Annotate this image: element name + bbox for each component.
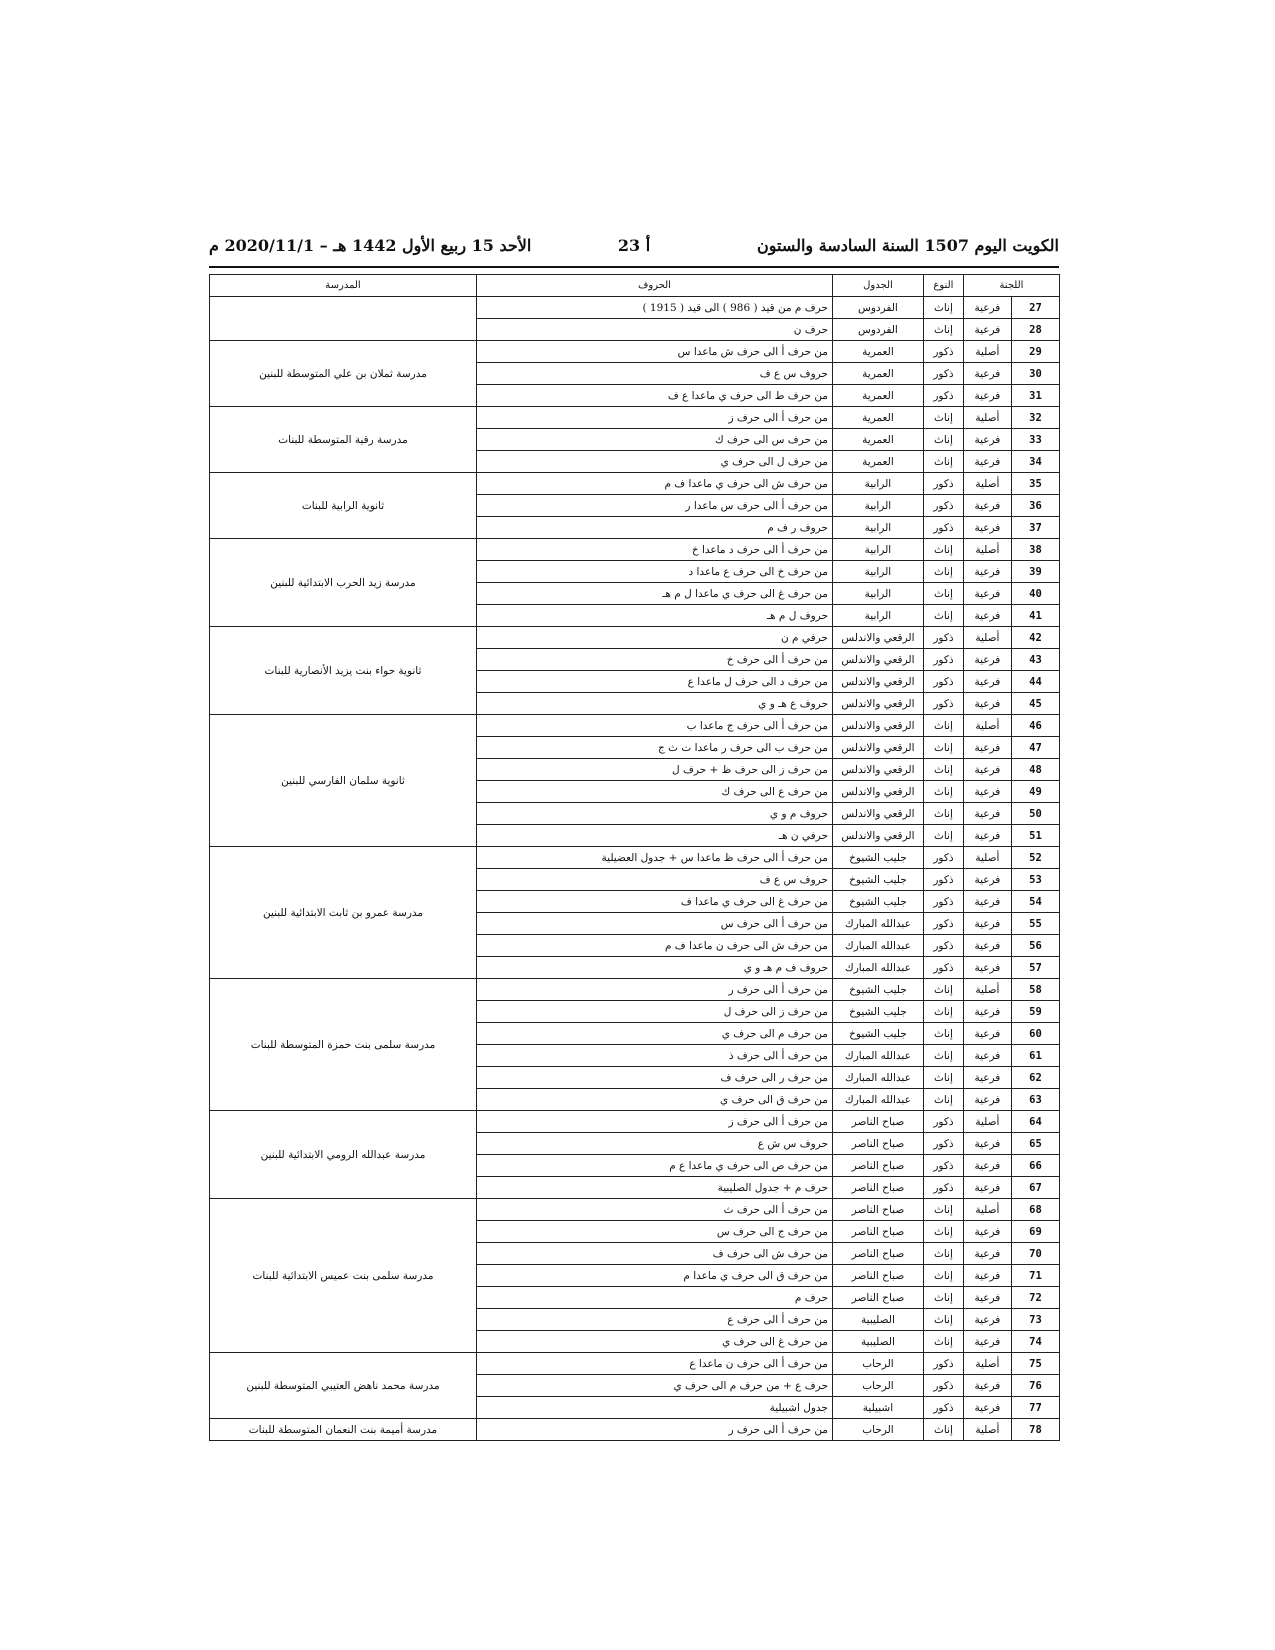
school-name: مدرسة زيد الحرب الابتدائية للبنين [210,539,477,627]
letter-range: من حرف ر الى حرف ف [477,1067,833,1089]
committee-type: فرعية [963,605,1011,627]
voter-gender: ذكور [923,627,963,649]
committee-number: 60 [1011,1023,1059,1045]
area-name: جليب الشيوخ [832,869,923,891]
letter-range: من حرف ش الى حرف ن ماعدا ف م [477,935,833,957]
voter-gender: إناث [923,1265,963,1287]
committee-number: 76 [1011,1375,1059,1397]
voter-gender: إناث [923,1089,963,1111]
area-name: العمرية [832,429,923,451]
table-row [210,341,1060,363]
table-row [210,1111,1060,1133]
letter-range: من حرف أ الى حرف ش ماعدا س [477,341,833,363]
voter-gender: إناث [923,1331,963,1353]
voter-gender: إناث [923,319,963,341]
committee-number: 72 [1011,1287,1059,1309]
col-school: المدرسة [210,275,477,297]
committee-number: 45 [1011,693,1059,715]
area-name: الرقعي والاندلس [832,825,923,847]
voter-gender: إناث [923,407,963,429]
committee-number: 53 [1011,869,1059,891]
letter-range: من حرف أ الى حرف ر [477,979,833,1001]
letter-range: من حرف أ الى حرف ج ماعدا ب [477,715,833,737]
letter-range: حروف ر ف م [477,517,833,539]
area-name: الرابية [832,561,923,583]
committee-type: أصلية [963,847,1011,869]
area-name: الصليبية [832,1331,923,1353]
area-name: العمرية [832,407,923,429]
committee-number: 59 [1011,1001,1059,1023]
committee-number: 36 [1011,495,1059,517]
committee-type: فرعية [963,1287,1011,1309]
committee-number: 31 [1011,385,1059,407]
voter-gender: إناث [923,297,963,319]
letter-range: من حرف ط الى حرف ي ماعدا ع ف [477,385,833,407]
voter-gender: إناث [923,737,963,759]
area-name: الرابية [832,517,923,539]
area-name: صباح الناصر [832,1243,923,1265]
letter-range: من حرف خ الى حرف ع ماعدا د [477,561,833,583]
school-name: مدرسة ثملان بن علي المتوسطة للبنين [210,341,477,407]
area-name: الرابية [832,495,923,517]
letter-range: حروف ل م هـ [477,605,833,627]
area-name: صباح الناصر [832,1265,923,1287]
committees-table [209,274,1060,1441]
committee-type: فرعية [963,319,1011,341]
area-name: عبدالله المبارك [832,957,923,979]
area-name: العمرية [832,385,923,407]
committee-type: فرعية [963,1045,1011,1067]
committee-number: 63 [1011,1089,1059,1111]
letter-range: حروف م و ي [477,803,833,825]
letter-range: حرف م من قيد ( 986 ) الى قيد ( 1915 ) [477,297,833,319]
table-header-row [210,275,1060,297]
voter-gender: ذكور [923,473,963,495]
letter-range: من حرف أ الى حرف د ماعدا خ [477,539,833,561]
committee-type: فرعية [963,891,1011,913]
committee-type: فرعية [963,759,1011,781]
school-name: مدرسة محمد ناهض العتيبي المتوسطة للبنين [210,1353,477,1419]
letter-range: من حرف ز الى حرف ل [477,1001,833,1023]
table-body [210,297,1060,1441]
letter-range: من حرف أ الى حرف ر [477,1419,833,1441]
area-name: صباح الناصر [832,1133,923,1155]
voter-gender: إناث [923,825,963,847]
school-name: مدرسة سلمى بنت عميس الابتدائية للبنات [210,1199,477,1353]
committee-number: 77 [1011,1397,1059,1419]
table-row [210,539,1060,561]
area-name: صباح الناصر [832,1177,923,1199]
committee-number: 64 [1011,1111,1059,1133]
area-name: عبدالله المبارك [832,935,923,957]
committee-type: فرعية [963,495,1011,517]
voter-gender: ذكور [923,913,963,935]
committee-number: 52 [1011,847,1059,869]
area-name: الرحاب [832,1419,923,1441]
voter-gender: ذكور [923,649,963,671]
committee-type: أصلية [963,407,1011,429]
school-name: مدرسة سلمى بنت حمزة المتوسطة للبنات [210,979,477,1111]
area-name: الرقعي والاندلس [832,759,923,781]
letter-range: حروف ع هـ و ي [477,693,833,715]
voter-gender: إناث [923,715,963,737]
gazette-issue: الكويت اليوم 1507 السنة السادسة والستون [756,236,1059,255]
col-letters: الحروف [477,275,833,297]
voter-gender: إناث [923,979,963,1001]
committee-type: فرعية [963,429,1011,451]
committee-type: فرعية [963,1309,1011,1331]
letter-range: حروف س ع ف [477,869,833,891]
committee-type: فرعية [963,1155,1011,1177]
committee-type: فرعية [963,1001,1011,1023]
letter-range: من حرف ج الى حرف س [477,1221,833,1243]
committee-number: 49 [1011,781,1059,803]
letter-range: من حرف ع الى حرف ك [477,781,833,803]
school-name: مدرسة عمرو بن ثابت الابتدائية للبنين [210,847,477,979]
area-name: الرحاب [832,1353,923,1375]
letter-range: حرف م + جدول الصليبية [477,1177,833,1199]
area-name: جليب الشيوخ [832,1001,923,1023]
committee-type: فرعية [963,869,1011,891]
letter-range: من حرف ش الى حرف ي ماعدا ف م [477,473,833,495]
letter-range: من حرف أ الى حرف س [477,913,833,935]
letter-range: من حرف غ الى حرف ي ماعدا ل م هـ [477,583,833,605]
area-name: العمرية [832,363,923,385]
area-name: صباح الناصر [832,1287,923,1309]
committee-type: فرعية [963,1397,1011,1419]
area-name: الرقعي والاندلس [832,715,923,737]
committee-number: 50 [1011,803,1059,825]
area-name: الرقعي والاندلس [832,803,923,825]
letter-range: حرفي ن هـ [477,825,833,847]
school-name: ثانوية حواء بنت يزيد الأنصارية للبنات [210,627,477,715]
voter-gender: ذكور [923,957,963,979]
letter-range: من حرف ص الى حرف ي ماعدا ع م [477,1155,833,1177]
voter-gender: إناث [923,1419,963,1441]
committee-number: 47 [1011,737,1059,759]
table-row [210,847,1060,869]
voter-gender: ذكور [923,1353,963,1375]
committee-type: فرعية [963,1067,1011,1089]
committee-number: 46 [1011,715,1059,737]
voter-gender: ذكور [923,1177,963,1199]
letter-range: حرف ن [477,319,833,341]
voter-gender: ذكور [923,847,963,869]
committee-number: 29 [1011,341,1059,363]
committee-type: أصلية [963,627,1011,649]
committee-type: فرعية [963,583,1011,605]
area-name: الفردوس [832,319,923,341]
voter-gender: ذكور [923,671,963,693]
committee-number: 35 [1011,473,1059,495]
committee-type: فرعية [963,1133,1011,1155]
voter-gender: ذكور [923,495,963,517]
committee-type: فرعية [963,363,1011,385]
committee-type: فرعية [963,825,1011,847]
area-name: عبدالله المبارك [832,1067,923,1089]
voter-gender: ذكور [923,517,963,539]
area-name: الرقعي والاندلس [832,693,923,715]
committee-number: 75 [1011,1353,1059,1375]
committee-number: 55 [1011,913,1059,935]
letter-range: من حرف س الى حرف ك [477,429,833,451]
area-name: جليب الشيوخ [832,847,923,869]
committee-number: 68 [1011,1199,1059,1221]
voter-gender: إناث [923,1309,963,1331]
letter-range: حرفي م ن [477,627,833,649]
committee-type: فرعية [963,935,1011,957]
table-row [210,627,1060,649]
voter-gender: إناث [923,1045,963,1067]
committee-type: فرعية [963,781,1011,803]
voter-gender: ذكور [923,1133,963,1155]
committee-type: أصلية [963,1419,1011,1441]
letter-range: من حرف أ الى حرف ن ماعدا ع [477,1353,833,1375]
committee-number: 54 [1011,891,1059,913]
school-name [210,297,477,341]
letter-range: حروف س ع ف [477,363,833,385]
area-name: عبدالله المبارك [832,913,923,935]
letter-range: من حرف غ الى حرف ي ماعدا ف [477,891,833,913]
letter-range: من حرف ل الى حرف ي [477,451,833,473]
voter-gender: إناث [923,1001,963,1023]
committee-type: فرعية [963,803,1011,825]
committee-type: أصلية [963,539,1011,561]
voter-gender: ذكور [923,693,963,715]
letter-range: من حرف أ الى حرف خ [477,649,833,671]
voter-gender: إناث [923,1221,963,1243]
area-name: الرابية [832,473,923,495]
area-name: الرحاب [832,1375,923,1397]
committee-number: 28 [1011,319,1059,341]
committee-type: فرعية [963,517,1011,539]
area-name: عبدالله المبارك [832,1089,923,1111]
table-row [210,715,1060,737]
area-name: اشبيلية [832,1397,923,1419]
committee-type: أصلية [963,979,1011,1001]
table-row [210,1353,1060,1375]
committee-number: 58 [1011,979,1059,1001]
voter-gender: ذكور [923,363,963,385]
voter-gender: إناث [923,781,963,803]
committee-type: فرعية [963,1375,1011,1397]
committee-number: 43 [1011,649,1059,671]
committee-type: أصلية [963,473,1011,495]
letter-range: من حرف ق الى حرف ي [477,1089,833,1111]
area-name: الرابية [832,605,923,627]
page-header [209,236,1059,262]
committee-number: 41 [1011,605,1059,627]
committee-number: 37 [1011,517,1059,539]
committee-number: 61 [1011,1045,1059,1067]
committee-type: فرعية [963,561,1011,583]
table-row [210,1199,1060,1221]
letter-range: من حرف أ الى حرف ع [477,1309,833,1331]
committee-type: فرعية [963,385,1011,407]
area-name: الرقعي والاندلس [832,649,923,671]
area-name: الرابية [832,583,923,605]
voter-gender: إناث [923,429,963,451]
committee-type: فرعية [963,671,1011,693]
voter-gender: ذكور [923,1375,963,1397]
voter-gender: إناث [923,583,963,605]
col-area: الجدول [832,275,923,297]
area-name: الصليبية [832,1309,923,1331]
committee-number: 78 [1011,1419,1059,1441]
committee-type: فرعية [963,451,1011,473]
area-name: جليب الشيوخ [832,891,923,913]
area-name: العمرية [832,451,923,473]
col-gender: النوع [923,275,963,297]
page-number: أ 23 [617,236,651,255]
committee-number: 30 [1011,363,1059,385]
committee-type: أصلية [963,341,1011,363]
issue-date: الأحد 15 ربيع الأول 1442 هـ – 2020/11/1 م [209,236,532,255]
committee-number: 38 [1011,539,1059,561]
area-name: جليب الشيوخ [832,979,923,1001]
school-name: ثانوية الرابية للبنات [210,473,477,539]
committee-type: فرعية [963,957,1011,979]
committee-number: 32 [1011,407,1059,429]
committee-type: أصلية [963,1111,1011,1133]
committee-type: فرعية [963,1243,1011,1265]
committee-number: 65 [1011,1133,1059,1155]
committee-number: 34 [1011,451,1059,473]
letter-range: من حرف غ الى حرف ي [477,1331,833,1353]
committee-number: 70 [1011,1243,1059,1265]
area-name: صباح الناصر [832,1111,923,1133]
voter-gender: ذكور [923,1155,963,1177]
committee-number: 42 [1011,627,1059,649]
voter-gender: إناث [923,561,963,583]
committee-number: 69 [1011,1221,1059,1243]
letter-range: جدول اشبيلية [477,1397,833,1419]
committee-number: 44 [1011,671,1059,693]
committee-type: فرعية [963,1089,1011,1111]
letter-range: من حرف أ الى حرف ز [477,407,833,429]
area-name: صباح الناصر [832,1155,923,1177]
area-name: الرقعي والاندلس [832,737,923,759]
letter-range: من حرف ب الى حرف ر ماعدا ت ث ج [477,737,833,759]
area-name: عبدالله المبارك [832,1045,923,1067]
committee-type: فرعية [963,1331,1011,1353]
voter-gender: إناث [923,539,963,561]
committee-number: 51 [1011,825,1059,847]
letter-range: من حرف ش الى حرف ف [477,1243,833,1265]
committee-type: فرعية [963,297,1011,319]
letter-range: من حرف أ الى حرف ث [477,1199,833,1221]
voter-gender: ذكور [923,385,963,407]
committee-type: فرعية [963,693,1011,715]
voter-gender: ذكور [923,869,963,891]
area-name: الرقعي والاندلس [832,627,923,649]
area-name: الرقعي والاندلس [832,781,923,803]
committee-number: 48 [1011,759,1059,781]
committee-number: 62 [1011,1067,1059,1089]
voter-gender: إناث [923,1067,963,1089]
voter-gender: ذكور [923,1397,963,1419]
committee-number: 27 [1011,297,1059,319]
letter-range: حرف ع + من حرف م الى حرف ي [477,1375,833,1397]
area-name: صباح الناصر [832,1199,923,1221]
committee-number: 71 [1011,1265,1059,1287]
committee-number: 74 [1011,1331,1059,1353]
committee-type: فرعية [963,1265,1011,1287]
area-name: جليب الشيوخ [832,1023,923,1045]
voter-gender: إناث [923,1023,963,1045]
committee-type: أصلية [963,1353,1011,1375]
committee-type: فرعية [963,1221,1011,1243]
area-name: صباح الناصر [832,1221,923,1243]
letter-range: من حرف ق الى حرف ي ماعدا م [477,1265,833,1287]
letter-range: من حرف أ الى حرف ذ [477,1045,833,1067]
area-name: العمرية [832,341,923,363]
committee-number: 73 [1011,1309,1059,1331]
committee-number: 66 [1011,1155,1059,1177]
voter-gender: ذكور [923,935,963,957]
letter-range: حروف ف م هـ و ي [477,957,833,979]
letter-range: من حرف ز الى حرف ظ + حرف ل [477,759,833,781]
voter-gender: إناث [923,451,963,473]
voter-gender: إناث [923,1287,963,1309]
letter-range: من حرف أ الى حرف ز [477,1111,833,1133]
voter-gender: ذكور [923,1111,963,1133]
letter-range: من حرف م الى حرف ي [477,1023,833,1045]
table-row [210,297,1060,319]
school-name: ثانوية سلمان الفارسي للبنين [210,715,477,847]
committee-type: فرعية [963,737,1011,759]
committee-number: 57 [1011,957,1059,979]
committee-type: فرعية [963,913,1011,935]
voter-gender: إناث [923,803,963,825]
area-name: الرابية [832,539,923,561]
school-name: مدرسة عبدالله الرومي الابتدائية للبنين [210,1111,477,1199]
committee-type: فرعية [963,1177,1011,1199]
committee-type: أصلية [963,1199,1011,1221]
committee-type: فرعية [963,1023,1011,1045]
letter-range: من حرف د الى حرف ل ماعدا ع [477,671,833,693]
voter-gender: ذكور [923,891,963,913]
voter-gender: ذكور [923,341,963,363]
table-row [210,1419,1060,1441]
area-name: الرقعي والاندلس [832,671,923,693]
letter-range: حرف م [477,1287,833,1309]
voter-gender: إناث [923,759,963,781]
header-rule [209,266,1059,268]
table-row [210,979,1060,1001]
col-committee: اللجنة [963,275,1059,297]
committee-type: فرعية [963,649,1011,671]
area-name: الفردوس [832,297,923,319]
table-row [210,407,1060,429]
voter-gender: إناث [923,1199,963,1221]
committee-type: أصلية [963,715,1011,737]
letter-range: من حرف أ الى حرف س ماعدا ر [477,495,833,517]
committee-number: 33 [1011,429,1059,451]
committee-number: 56 [1011,935,1059,957]
letter-range: حروف س ش ع [477,1133,833,1155]
letter-range: من حرف أ الى حرف ظ ماعدا س + جدول العضيلية [477,847,833,869]
committee-number: 39 [1011,561,1059,583]
committee-number: 40 [1011,583,1059,605]
committee-number: 67 [1011,1177,1059,1199]
voter-gender: إناث [923,605,963,627]
table-row [210,473,1060,495]
voter-gender: إناث [923,1243,963,1265]
school-name: مدرسة رقية المتوسطة للبنات [210,407,477,473]
school-name: مدرسة أميمة بنت النعمان المتوسطة للبنات [210,1419,477,1441]
